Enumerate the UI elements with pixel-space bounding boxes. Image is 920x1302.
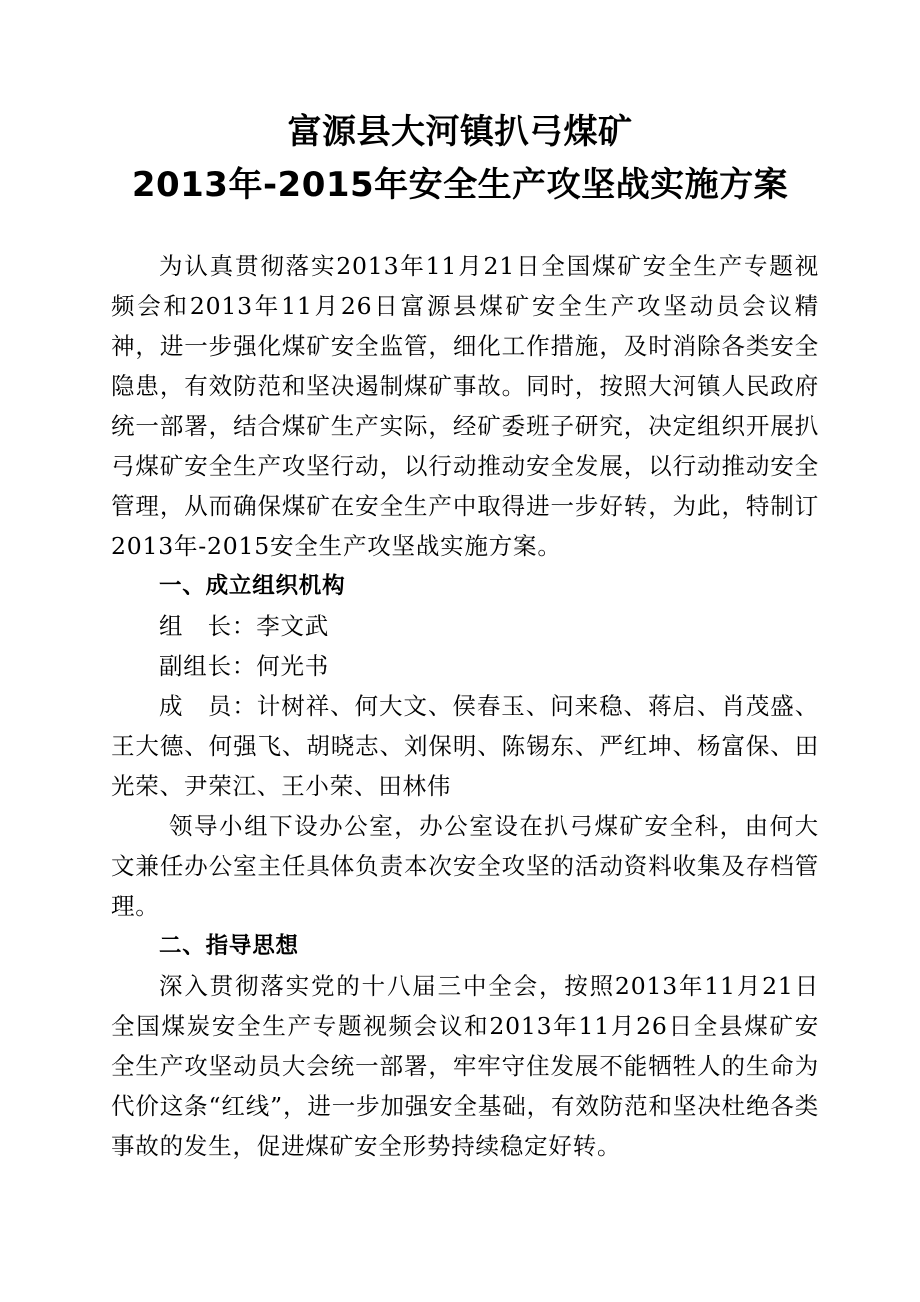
section1-heading: 一、成立组织机构 bbox=[159, 573, 346, 599]
document-title-line1: 富源县大河镇扒弓煤矿 bbox=[287, 112, 633, 152]
members-paragraph: 成 员：计树祥、何大文、侯春玉、问来稳、蒋启、肖茂盛、王大德、何强飞、胡晓志、刘保明、陈锡东、严红坤、杨富保、田光荣、尹荣江、王小荣、田林伟 bbox=[111, 692, 819, 800]
section2-paragraph: 深入贯彻落实党的十八届三中全会，按照2013年11月21日全国煤炭安全生产专题视频会议和2013年11月26日全县煤矿安全生产攻坚动员大会统一部署，牢牢守住发展不能牺牲人的生命为代价这条“红线”，进一步加强安全基础，有效防范和坚决杜绝各类事故的发生，促进煤矿安全形势持续稳定好转。 bbox=[111, 972, 819, 1160]
document-title-line2: 2013年-2015年安全生产攻坚战实施方案 bbox=[131, 165, 789, 205]
intro-paragraph: 为认真贯彻落实2013年11月21日全国煤矿安全生产专题视频会和2013年11月26日富源县煤矿安全生产攻坚动员会议精神，进一步强化煤矿安全监管，细化工作措施，及时消除各类安全隐患，有效防范和坚决遏制煤矿事故。同时，按照大河镇人民政府统一部署，结合煤矿生产实际，经矿委班子研究，决定组织开展扒弓煤矿安全生产攻坚行动，以行动推动安全发展，以行动推动安全管理，从而确保煤矿在安全生产中取得进一步好转，为此，特制订2013年-2015安全生产攻坚战实施方案。 bbox=[111, 252, 819, 560]
leader-line: 组 长：李文武 bbox=[159, 612, 330, 640]
office-paragraph: 领导小组下设办公室，办公室设在扒弓煤矿安全科，由何大文兼任办公室主任具体负责本次安全攻坚的活动资料收集及存档管理。 bbox=[111, 812, 819, 920]
section2-heading: 二、指导思想 bbox=[159, 933, 299, 959]
deputy-line: 副组长：何光书 bbox=[159, 652, 330, 680]
document-body bbox=[111, 246, 819, 1166]
